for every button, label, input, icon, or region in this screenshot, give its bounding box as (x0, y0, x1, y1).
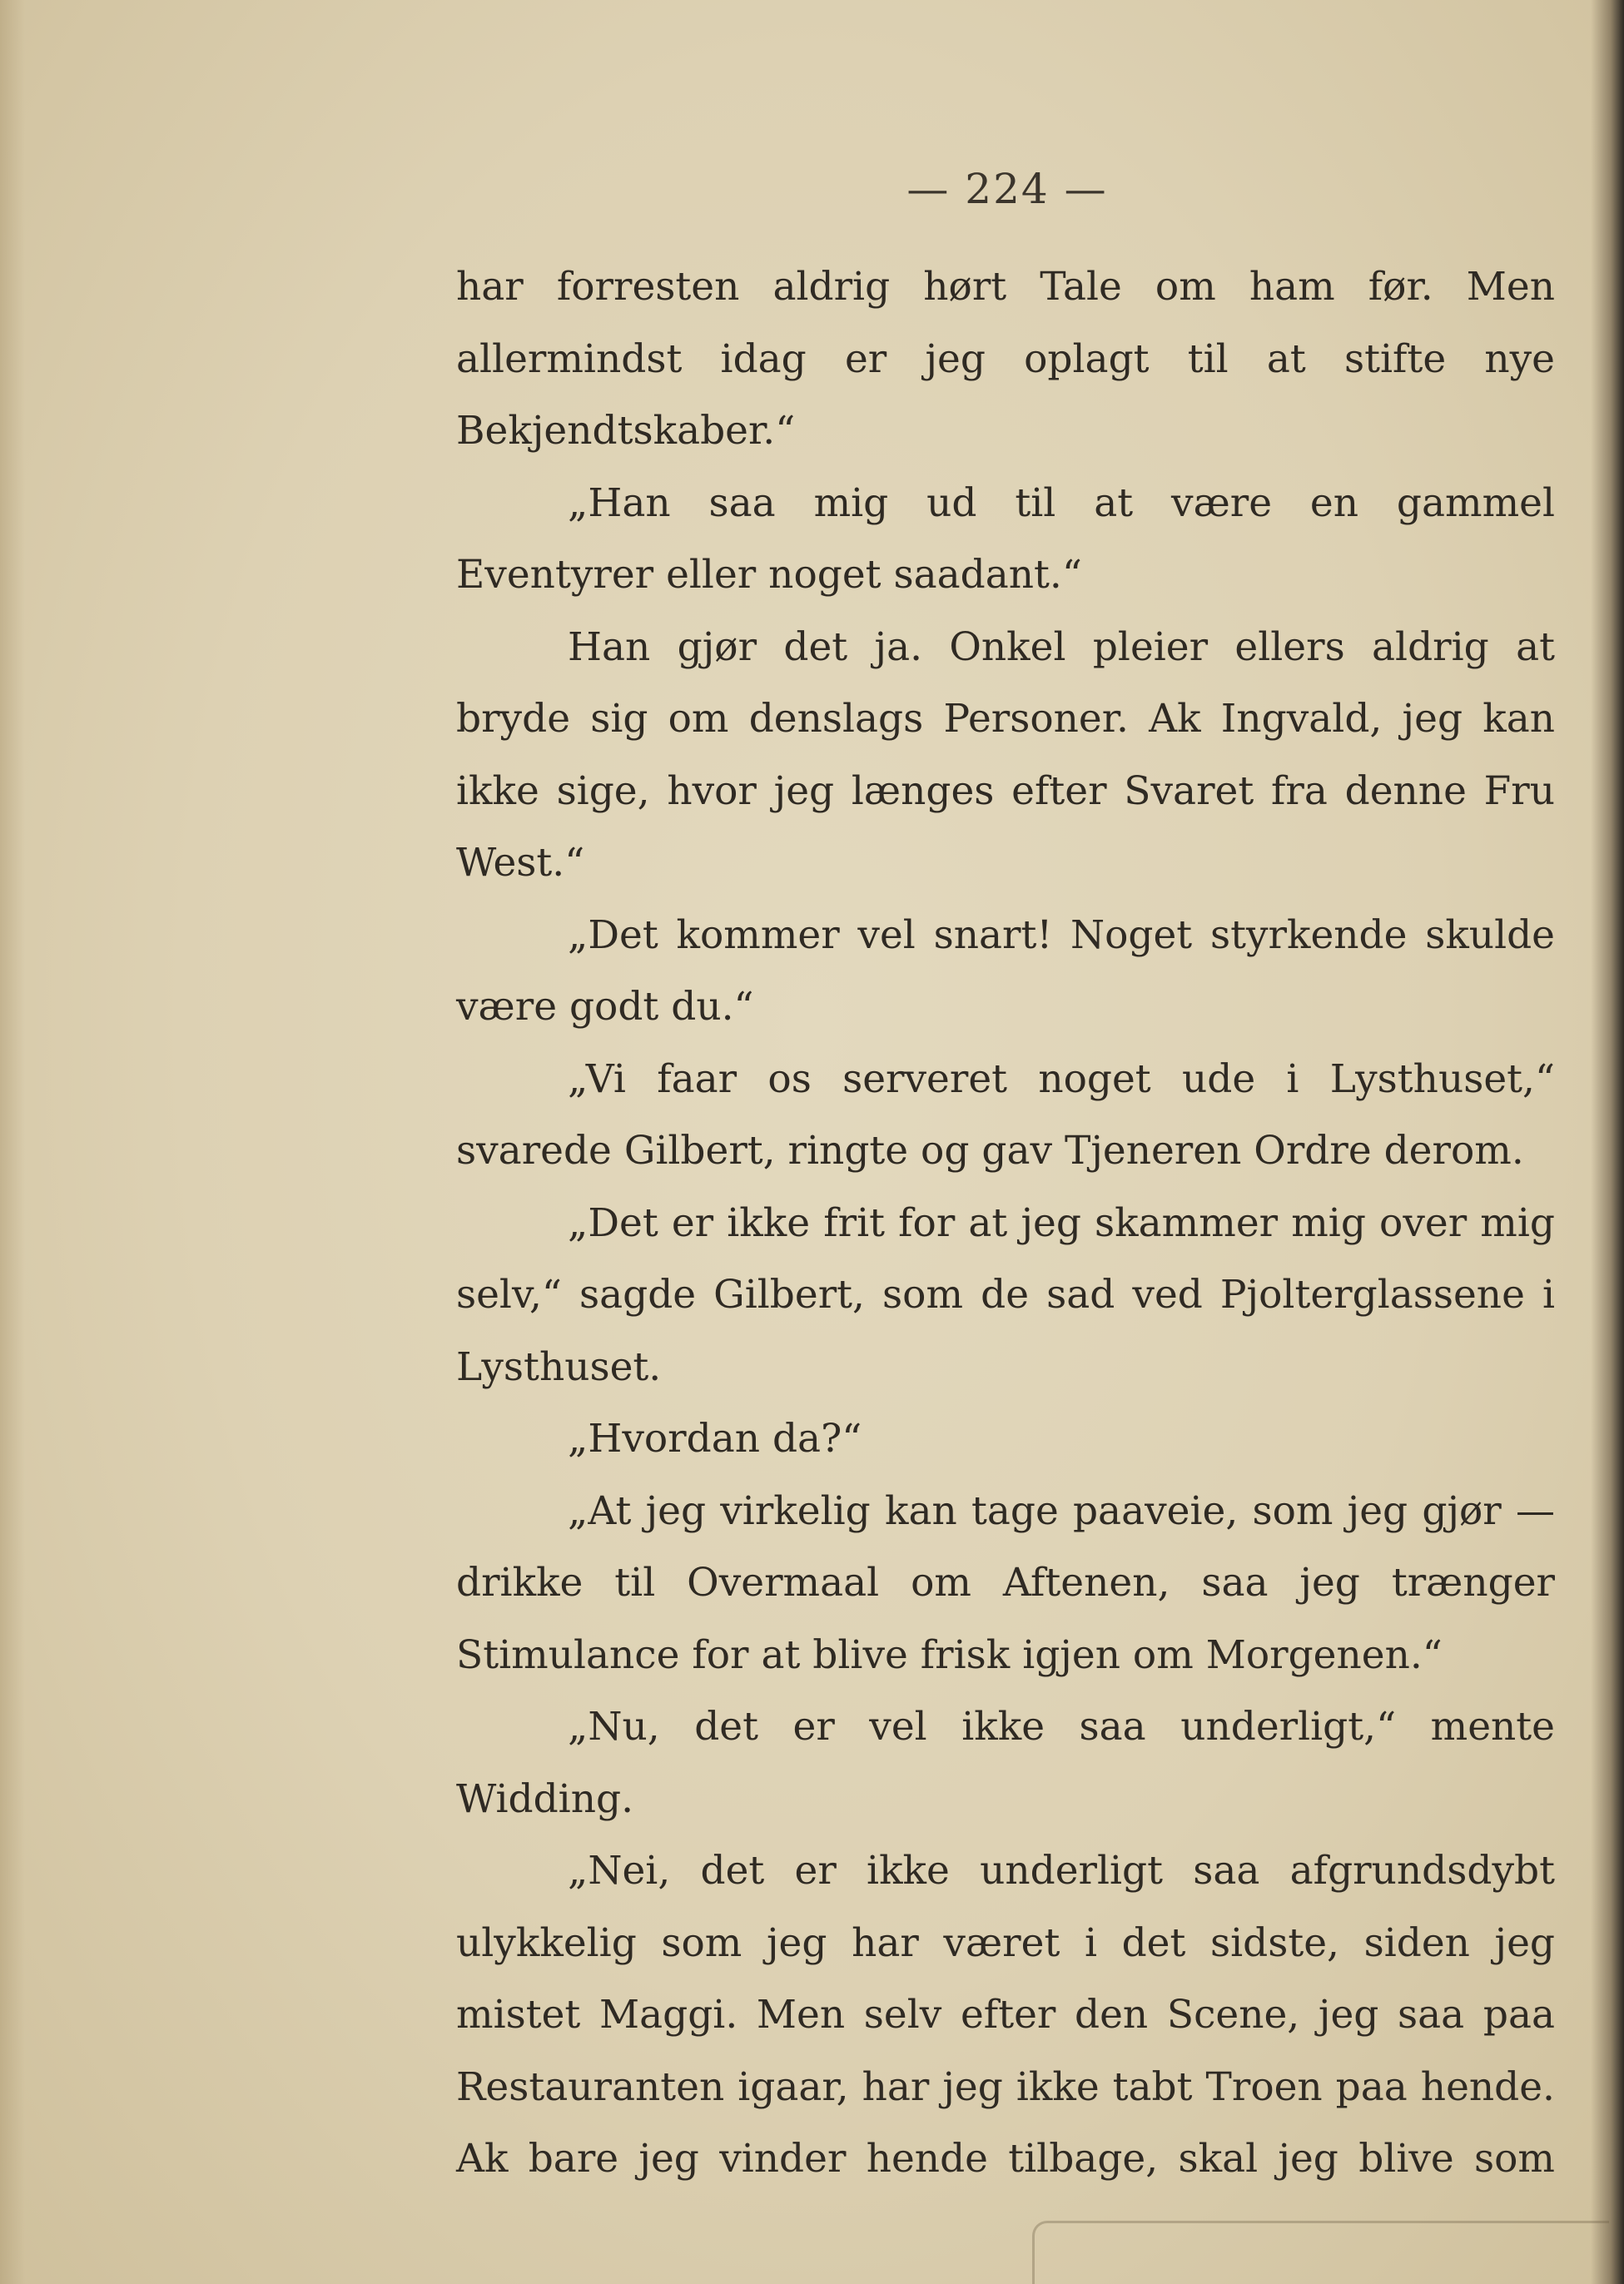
paragraph: „Hvordan da?“ (568, 1416, 862, 1462)
paragraph: „Nu, det er vel ikke saa underligt,“ mente Widding. (456, 1704, 1555, 1822)
page-left-edge (0, 0, 25, 2284)
binding-shadow (1591, 0, 1624, 2284)
paragraph: har forresten aldrig hørt Tale om ham før. Men allermindst idag er jeg oplagt til at stifte nye Bekjendtskaber.“ (456, 264, 1555, 454)
paragraph: „Nei, det er ikke underligt saa afgrundsdybt ulykkelig som jeg har været i det sidste, siden jeg mistet Maggi. Men selv efter den Scene, jeg saa paa Restauranten igaar, har jeg ikke tabt Troen paa hende. Ak bare jeg vinder hende tilbage, skal jeg blive som (456, 1848, 1555, 2182)
page-corner-mark (1032, 2221, 1609, 2284)
paragraph: „Vi faar os serveret noget ude i Lysthuset,“ svarede Gilbert, ringte og gav Tjeneren Ordre derom. (456, 1055, 1555, 1174)
paragraph: „Det er ikke frit for at jeg skammer mig over mig selv,“ sagde Gilbert, som de sad ved Pjolterglassene i Lysthuset. (456, 1199, 1555, 1390)
body-text (456, 251, 1555, 2196)
paragraph: Han gjør det ja. Onkel pleier ellers aldrig at bryde sig om denslags Personer. Ak Ingvald, jeg kan ikke sige, hvor jeg længes efter Svaret fra denne Fru West.“ (456, 623, 1555, 886)
paragraph: „At jeg virkelig kan tage paaveie, som jeg gjør — drikke til Overmaal om Aftenen, saa jeg trænger Stimulance for at blive frisk igjen om Morgenen.“ (456, 1487, 1555, 1678)
paragraph: „Han saa mig ud til at være en gammel Eventyrer eller noget saadant.“ (456, 479, 1555, 598)
page-number: — 224 — (906, 165, 1108, 213)
paragraph: „Det kommer vel snart! Noget styrkende skulde være godt du.“ (456, 911, 1555, 1030)
